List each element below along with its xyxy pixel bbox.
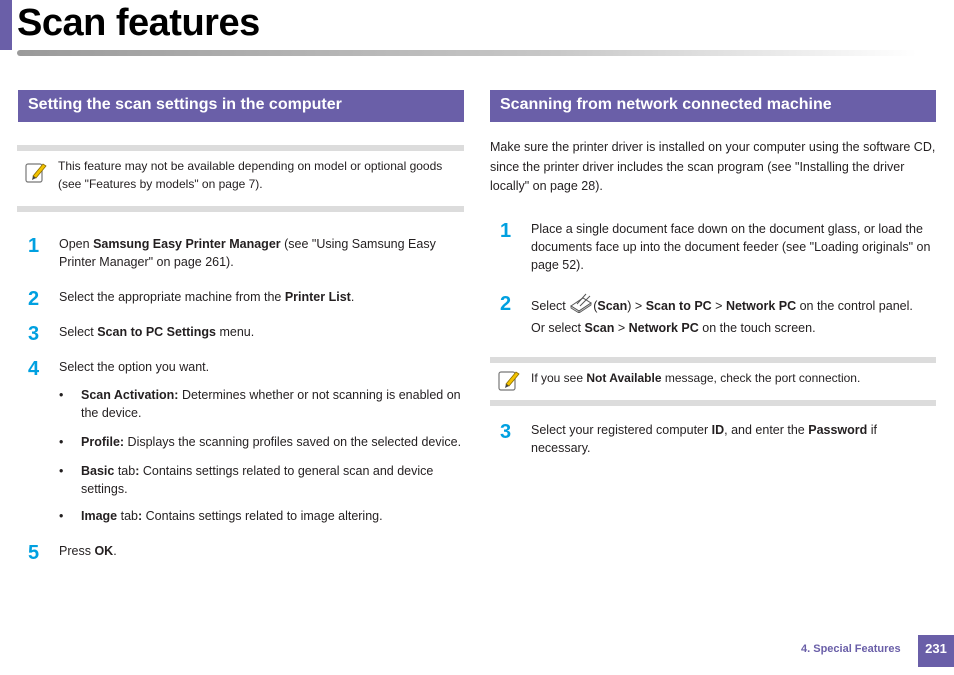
- intro-text: Make sure the printer driver is installed on your computer using the software CD, since the printer driver includes the scan program (see "Installing the driver locally" on page 28).: [490, 140, 936, 193]
- footer-section-label: 4. Special Features: [801, 643, 901, 655]
- step-text: Select the option you want.: [59, 360, 210, 374]
- step-number: 2: [500, 293, 512, 315]
- step-text: Select Scan to PC Settings menu.: [59, 325, 255, 339]
- step-number: 1: [500, 220, 512, 242]
- step-text: Select your registered computer ID, and enter the Password if necessary.: [531, 423, 878, 455]
- note-text-left: This feature may not be available depending on model or optional goods (see "Features by models" on page 7).: [58, 159, 443, 191]
- title-accent-bar: [0, 0, 12, 50]
- step-2-alt: [531, 319, 936, 337]
- step-text: Press OK.: [59, 544, 117, 558]
- step-number: 3: [500, 421, 512, 443]
- step-number: 1: [28, 235, 40, 257]
- step-text: Select (Scan) > Scan to PC > Network PC on the control panel.: [531, 293, 936, 315]
- note-box-left: [17, 145, 464, 212]
- note-box-right: [490, 357, 936, 406]
- note-pencil-icon: [498, 369, 520, 393]
- note-text-right: If you see Not Available message, check the port connection.: [531, 371, 861, 385]
- page-number: 231: [918, 635, 954, 667]
- page-title: Scan features: [17, 2, 260, 44]
- step-number: 2: [28, 288, 40, 310]
- left-column: Setting the scan settings in the computer This feature may not be available depending on model or optional goods (see "Features by models" on page 7). 1 Open Samsung Easy Printer Manager (see "Using Samsung Easy Printer Manager" on page 261). 2 Select the appropriate machine from the Printer List. 3 Select Scan to PC Settings menu. 4 Select the option you want. • Scan Activation: Determines whether or not scanning is enabled on the device. • Profile: Displays the scanning profiles saved on the selected device. • Basic tab: Contains settings related to general scan and device settings. • Image tab: Contains settings related to image altering. 5 Press OK.: [18, 90, 464, 122]
- section-header-left: Setting the scan settings in the computer: [18, 90, 464, 122]
- note-pencil-icon: [25, 161, 47, 185]
- section-header-right: Scanning from network connected machine: [490, 90, 936, 122]
- step-text: Open Samsung Easy Printer Manager (see "Using Samsung Easy Printer Manager" on page 261).: [59, 237, 436, 269]
- step-text: Place a single document face down on the document glass, or load the documents face up into the document feeder (see "Loading originals" on page 52).: [531, 222, 931, 272]
- step-number: 3: [28, 323, 40, 345]
- step-text: Or select Scan > Network PC on the touch screen.: [531, 321, 816, 335]
- title-rule: [17, 50, 917, 56]
- step-number: 4: [28, 358, 40, 380]
- scan-icon: [569, 293, 593, 311]
- step-text: Select the appropriate machine from the Printer List.: [59, 290, 355, 304]
- step-number: 5: [28, 542, 40, 564]
- right-column: [490, 90, 936, 455]
